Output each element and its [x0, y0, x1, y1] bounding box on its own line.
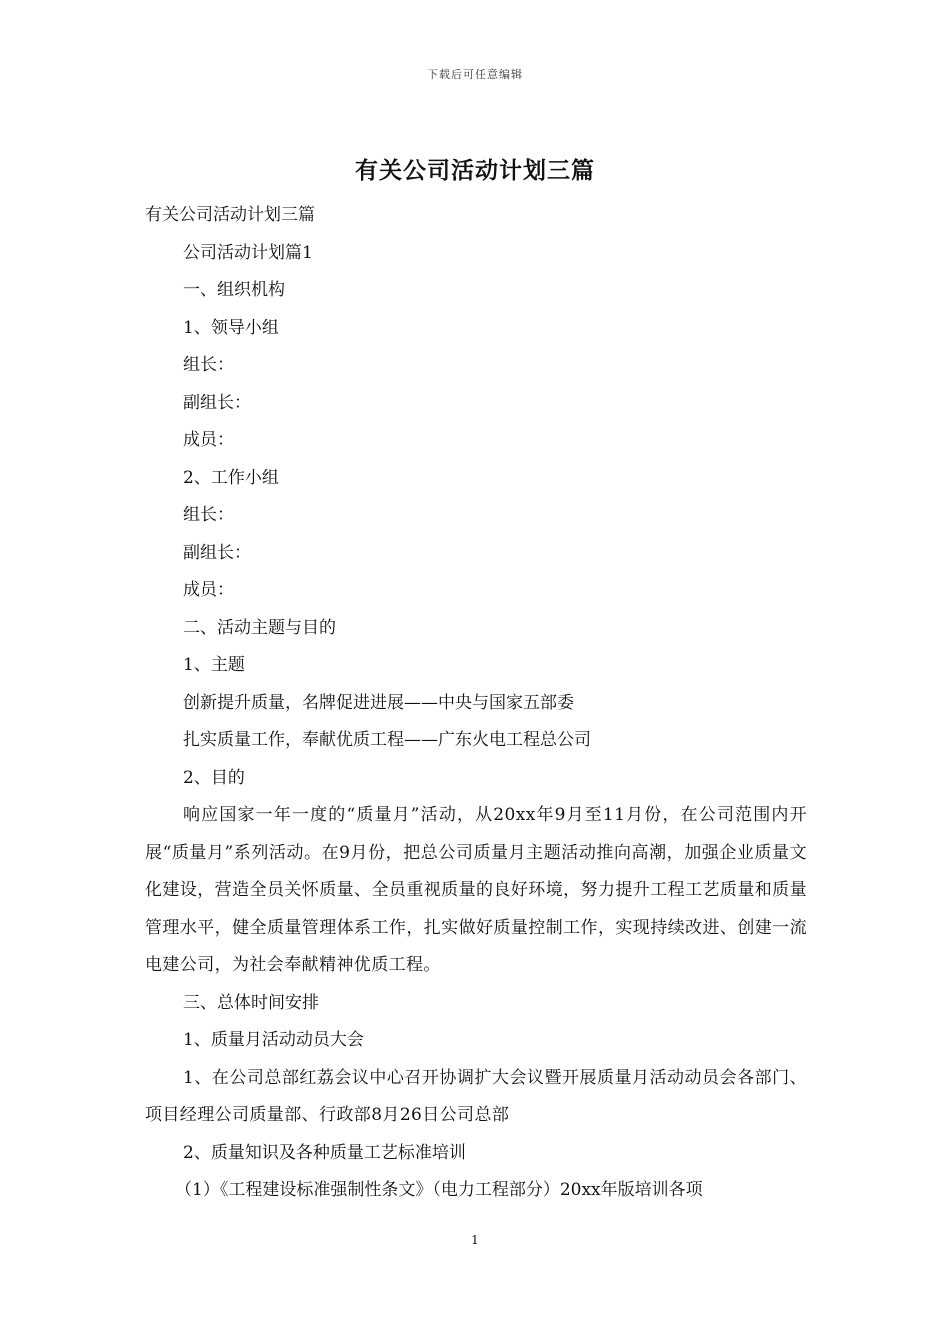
- field-deputy-leader: 副组长：: [183, 542, 251, 563]
- item-mobilization-meeting: 1、质量月活动动员大会: [183, 1030, 364, 1050]
- field-leader: 组长：: [183, 505, 234, 525]
- item-leading-group: 1、领导小组: [183, 317, 279, 338]
- document-body: [145, 197, 807, 1210]
- theme-slogan-1: 创新提升质量，名牌促进进展——中央与国家五部委: [183, 692, 574, 713]
- field-members: 成员：: [183, 580, 234, 600]
- field-deputy-leader: 副组长：: [183, 392, 251, 413]
- purpose-paragraph: 响应国家一年一度的“质量月”活动，从20xx年9月至11月份，在公司范围内开展“质量月”系列活动。在9月份，把总公司质量月主题活动推向高潮，加强企业质量文化建设，营造全员关怀质量、全员重视质量的良好环境，努力提升工程工艺质量和质量管理水平，健全质量管理体系工作，扎实做好质量控制工作，实现持续改进、创建一流电建公司，为社会奉献精神优质工程。: [145, 805, 807, 975]
- item-theme: 1、主题: [183, 655, 245, 675]
- item-training: 2、质量知识及各种质量工艺标准培训: [183, 1142, 466, 1163]
- heading-schedule: 三、总体时间安排: [183, 992, 319, 1013]
- subtitle-line: 有关公司活动计划三篇: [145, 205, 315, 225]
- training-detail-line: （1）《工程建设标准强制性条文》（电力工程部分）20xx年版培训各项: [175, 1180, 703, 1200]
- theme-slogan-2: 扎实质量工作，奉献优质工程——广东火电工程总公司: [183, 730, 591, 750]
- heading-organization: 一、组织机构: [183, 280, 285, 300]
- field-leader: 组长：: [183, 355, 234, 375]
- header-note: 下载后可任意编辑: [427, 68, 523, 81]
- field-members: 成员：: [183, 430, 234, 450]
- section-plan-1: 公司活动计划篇1: [183, 242, 313, 263]
- document-title: 有关公司活动计划三篇: [355, 157, 595, 184]
- item-purpose: 2、目的: [183, 767, 245, 788]
- page-number: 1: [471, 1233, 479, 1247]
- meeting-paragraph: 1、在公司总部红荔会议中心召开协调扩大会议暨开展质量月活动动员会各部门、项目经理公司质量部、行政部8月26日公司总部: [145, 1067, 807, 1125]
- heading-theme-purpose: 二、活动主题与目的: [183, 617, 336, 638]
- item-working-group: 2、工作小组: [183, 467, 279, 488]
